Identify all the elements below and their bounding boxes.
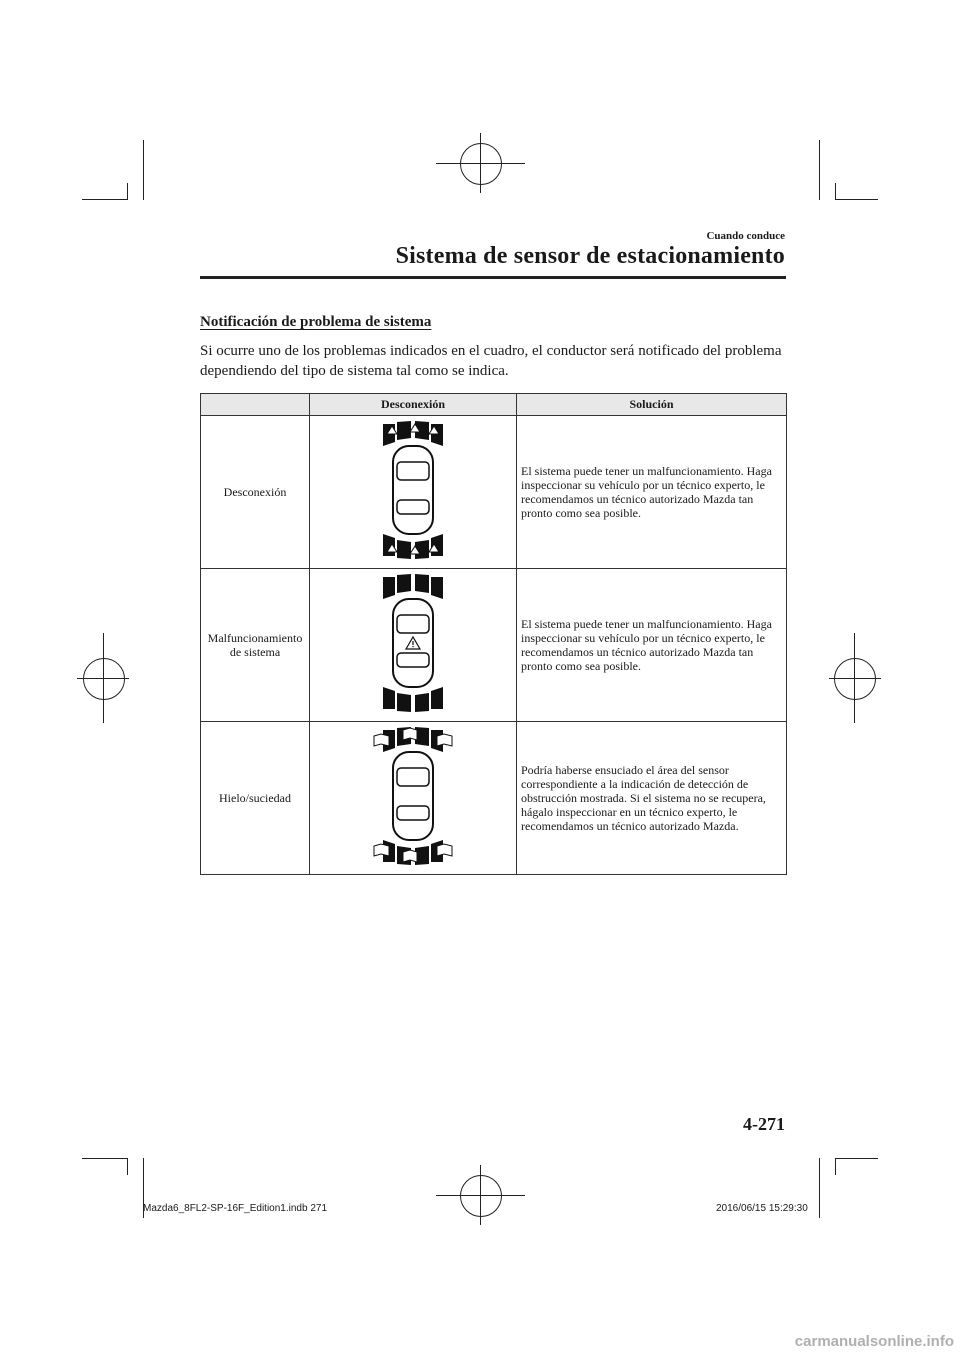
watermark: carmanualsonline.info: [794, 1333, 954, 1350]
crop-mark: [829, 678, 881, 679]
solution-text: Podría haberse ensuciado el área del sensor correspondiente a la indicación de detección de obstrucción mostrada. Si el sistema no se recupera, hágalo inspeccionar en un técnico experto, le recomendamos un técnico autorizado Mazda.: [521, 763, 766, 833]
column-header: Desconexión: [310, 394, 517, 416]
crop-mark: [835, 183, 836, 200]
section-title: Notificación de problema de sistema: [200, 314, 432, 330]
table-row: [201, 569, 787, 722]
crop-mark: [127, 183, 128, 200]
crop-mark: [143, 140, 144, 200]
crop-mark: [819, 140, 820, 200]
car-sensor-diagram-malfunction-icon: [377, 573, 449, 713]
car-sensor-diagram-ice-dirt-icon: [373, 726, 453, 866]
registration-mark: [460, 1175, 502, 1217]
crop-mark: [82, 1158, 127, 1159]
row-label: Malfuncionamiento de sistema: [201, 569, 310, 722]
page-number: 4-271: [743, 1114, 785, 1134]
row-label: Hielo/suciedad: [201, 722, 310, 875]
page-title: Sistema de sensor de estacionamiento: [395, 243, 785, 269]
table-row: [201, 722, 787, 875]
row-label: Desconexión: [201, 416, 310, 569]
solution-text: El sistema puede tener un malfuncionamiento. Haga inspeccionar su vehículo por un técnico experto, le recomendamos un técnico autorizado Mazda tan pronto como sea posible.: [521, 464, 772, 520]
registration-mark: [83, 658, 125, 700]
footer-file: Mazda6_8FL2-SP-16F_Edition1.indb 271: [143, 1203, 328, 1214]
column-header: [201, 394, 310, 416]
crop-mark: [835, 1158, 878, 1159]
intro-paragraph: Si ocurre uno de los problemas indicados en el cuadro, el conductor será notificado del problema dependiendo del tipo de sistema tal como se indica.: [200, 343, 782, 379]
crop-mark: [436, 163, 525, 164]
diagnosis-table: [200, 393, 787, 875]
crop-mark: [835, 199, 878, 200]
header-divider: [200, 276, 786, 279]
section-header: Cuando conduce: [706, 230, 785, 242]
crop-mark: [77, 678, 129, 679]
solution-text: El sistema puede tener un malfuncionamiento. Haga inspeccionar su vehículo por un técnico experto, le recomendamos un técnico autorizado Mazda tan pronto como sea posible.: [521, 617, 772, 673]
crop-mark: [819, 1158, 820, 1218]
registration-mark: [834, 658, 876, 700]
crop-mark: [436, 1195, 525, 1196]
table-row: [201, 416, 787, 569]
crop-mark: [82, 199, 127, 200]
registration-mark: [460, 143, 502, 185]
crop-mark: [127, 1158, 128, 1175]
table-header-row: [201, 394, 787, 416]
crop-mark: [835, 1158, 836, 1175]
car-sensor-diagram-disconnect-icon: [377, 420, 449, 560]
footer-timestamp: 2016/06/15 15:29:30: [716, 1203, 808, 1214]
column-header: Solución: [517, 394, 787, 416]
